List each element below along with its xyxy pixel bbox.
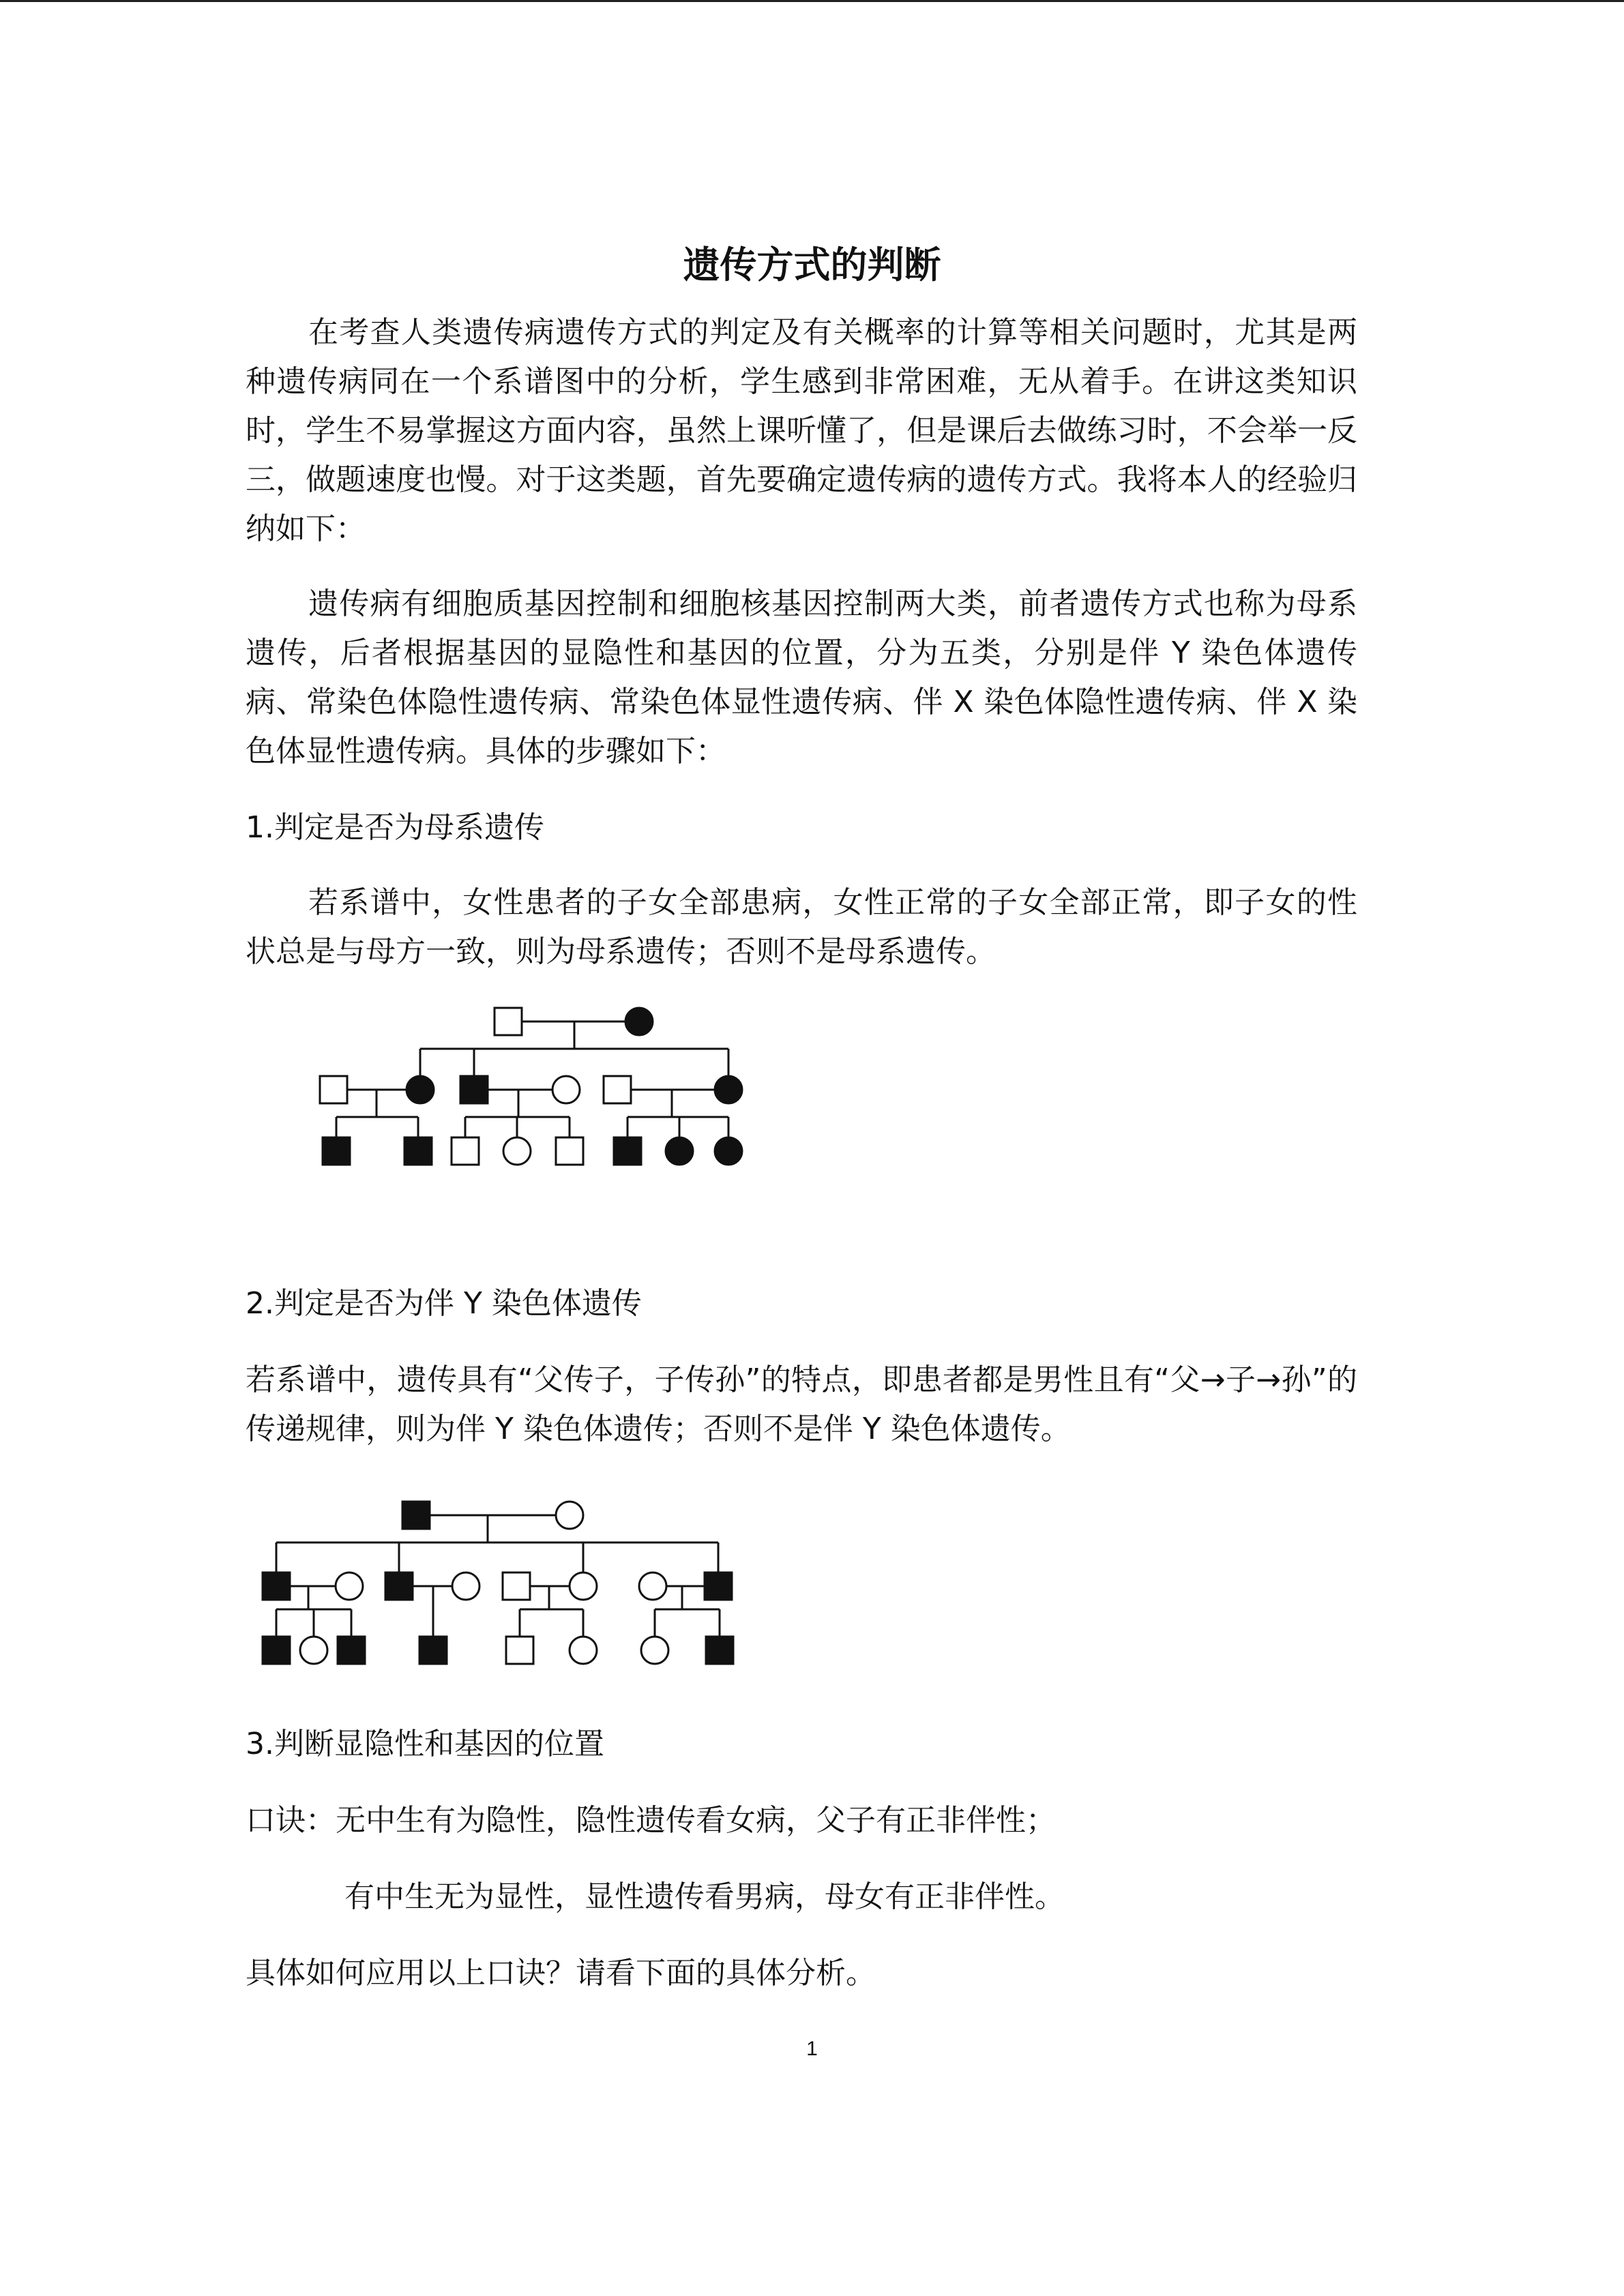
ped2-g3-3 xyxy=(338,1637,365,1664)
ped2-g2-son-4 xyxy=(705,1572,732,1600)
ped2-g3-5 xyxy=(506,1637,533,1664)
page-top-edge xyxy=(0,0,1624,2)
section-2-body: 若系谱中，遗传具有“父传子，子传孙”的特点，即患者都是男性且有“父→子→孙”的传递规律，则为伴 Y 染色体遗传；否则不是伴 Y 染色体遗传。 xyxy=(246,1362,1357,1446)
section-1-body: 若系谱中，女性患者的子女全部患病，女性正常的子女全部正常，即子女的性状总是与母方一致，则为母系遗传；否则不是母系遗传。 xyxy=(246,885,1357,969)
section-1-heading: 1.判定是否为母系遗传 xyxy=(246,810,544,845)
ped2-g3-1 xyxy=(263,1637,290,1664)
section-2-heading: 2.判定是否为伴 Y 染色体遗传 xyxy=(246,1286,642,1321)
ped2-g3-8 xyxy=(706,1637,733,1664)
rhyme-line-1: 口诀：无中生有为隐性，隐性遗传看女病，父子有正非伴性； xyxy=(246,1803,1056,1838)
ped2-g3-7 xyxy=(641,1637,668,1664)
ped1-g3-7 xyxy=(666,1137,693,1165)
ped2-g2-husband-3 xyxy=(503,1572,530,1600)
ped2-g2-son-1 xyxy=(263,1572,290,1600)
ped2-g3-6 xyxy=(570,1637,597,1664)
ped1-g3-5 xyxy=(556,1137,583,1165)
ped2-g2-wife-4 xyxy=(639,1572,666,1600)
ped2-g2-wife-2 xyxy=(452,1572,479,1600)
ped2-g2-wife-1 xyxy=(336,1572,363,1600)
ped1-g2-husband-2 xyxy=(604,1076,631,1103)
ped1-g3-4 xyxy=(503,1137,531,1165)
ped2-g2-son-2 xyxy=(385,1572,413,1600)
pedigree-chart-maternal xyxy=(300,989,764,1187)
ped1-g3-8 xyxy=(715,1137,742,1165)
pedigree-chart-y-linked xyxy=(249,1487,761,1678)
ped1-g3-2 xyxy=(404,1137,432,1165)
intro-paragraph-1: 在考查人类遗传病遗传方式的判定及有关概率的计算等相关问题时，尤其是两种遗传病同在一个系谱图中的分析，学生感到非常困难，无从着手。在讲这类知识时，学生不易掌握这方面内容，虽然上课听懂了，但是课后去做练习时，不会举一反三，做题速度也慢。对于这类题，首先要确定遗传病的遗传方式。我将本人的经验归纳如下： xyxy=(246,315,1357,546)
page-title: 遗传方式的判断 xyxy=(683,243,941,287)
ped1-g2-husband-1 xyxy=(320,1076,347,1103)
ped1-g1-mother xyxy=(625,1008,653,1035)
section-3-closing: 具体如何应用以上口诀？请看下面的具体分析。 xyxy=(246,1956,876,1991)
ped1-g2-son xyxy=(460,1076,488,1103)
ped1-g3-6 xyxy=(614,1137,641,1165)
intro-paragraph-2: 遗传病有细胞质基因控制和细胞核基因控制两大类，前者遗传方式也称为母系遗传，后者根据基因的显隐性和基因的位置，分为五类，分别是伴 Y 染色体遗传病、常染色体隐性遗传病、常染色体显性遗传病、伴 X 染色体隐性遗传病、伴 X 染色体显性遗传病。具体的步骤如下： xyxy=(246,586,1357,769)
ped1-g2-wife xyxy=(552,1076,580,1103)
ped1-g1-father xyxy=(494,1008,522,1035)
ped2-g3-4 xyxy=(419,1637,447,1664)
ped2-g2-daughter-3 xyxy=(570,1572,597,1600)
ped1-g3-3 xyxy=(452,1137,479,1165)
ped1-g2-daughter-1 xyxy=(407,1076,434,1103)
ped2-g3-2 xyxy=(300,1637,327,1664)
ped2-g1-mother xyxy=(556,1502,583,1529)
rhyme-line-2: 有中生无为显性，显性遗传看男病，母女有正非伴性。 xyxy=(344,1879,1065,1914)
section-3-heading: 3.判断显隐性和基因的位置 xyxy=(246,1727,604,1761)
page-number: 1 xyxy=(806,2038,818,2060)
ped2-g1-father xyxy=(402,1502,430,1529)
ped1-g3-1 xyxy=(323,1137,350,1165)
ped1-g2-daughter-2 xyxy=(715,1076,742,1103)
